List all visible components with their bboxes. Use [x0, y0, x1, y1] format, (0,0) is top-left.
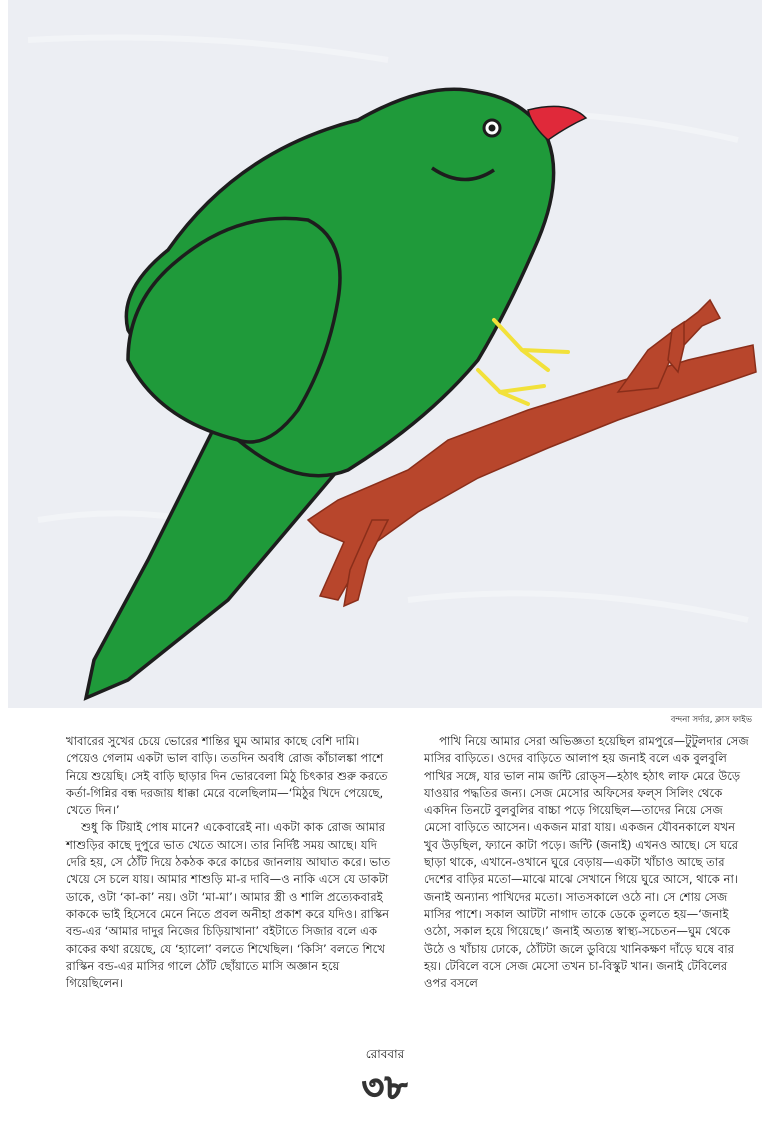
paragraph: খাবারের সুখের চেয়ে ভোরের শান্তির ঘুম আমার কাছে বেশি দামি। পেয়েও গেলাম একটা ভাল বাড়ি। ততদিন অবধি রোজ কাঁচালঙ্কা পাশে নিয়ে শুয়েছি। সেই বাড়ি ছাড়ার দিন ভোরবেলা মিঠু চিৎকার শুরু করতে কর্তা-গিন্নির বন্ধ দরজায় ধাক্কা মেরে বলেছিলাম—‘মিঠুর খিদে পেয়েছে, খেতে দিন।’	[66, 734, 388, 818]
parrot-pupil	[489, 125, 496, 132]
parrot-drawing	[8, 0, 762, 708]
magazine-name: রোববার	[365, 1047, 405, 1061]
paragraph: পাখি নিয়ে আমার সেরা অভিজ্ঞতা হয়েছিল রামপুরে—টুটুলদার সেজ মাসির বাড়িতে। ওদের বাড়িতে আলাপ হয় জনাই বলে এক বুলবুলি পাখির সঙ্গে, যার ভাল নাম জন্টি রোড্স—হঠাৎ হঠাৎ লাফ মেরে উড়ে যাওয়ার পদ্ধতির জন্য। সেজ মেসোর অফিসের ফল্স সিলিং থেকে একদিন তিনটে বুলবুলির বাচ্চা পড়ে গিয়েছিল—তাদের নিয়ে সেজ মেসো বাড়িতে আসেন। একজন মারা যায়। একজন যৌবনকালে যখন খুব উড়ছিল, ফ্যানে কাটা পড়ে। জন্টি (জনাই) এখনও আছে। সে ঘরে ছাড়া থাকে, এখানে-ওখানে ঘুরে বেড়ায়—একটা খাঁচাও আছে তার দেশের বাড়ির মতো—মাঝে মাঝে সেখানে গিয়ে ঘুরে আসে, থাকে না। জনাই অন্যান্য পাখিদের মতো। সাতসকালে ওঠে না। সে শোয় সেজ মাসির পাশে। সকাল আটটা নাগাদ তাকে ডেকে তুলতে হয়—‘জনাই ওঠো, সকাল হয়ে গিয়েছে।’ জনাই অত্যন্ত স্বাস্থ্য-সচেতন—ঘুম থেকে উঠে ও খাঁচায় ঢোকে, ঠোঁটটা জলে ডুবিয়ে খানিকক্ষণ দাঁড়ে ঘষে বার হয়। টেবিলে বসে সেজ মেসো তখন চা-বিস্কুট খান। জনাই টেবিলের ওপর বসলে	[424, 734, 749, 991]
right-column	[424, 733, 752, 992]
parrot-artwork	[8, 0, 762, 708]
page-number: ৩৮	[361, 1068, 409, 1108]
paragraph: শুধু কি টিয়াই পোষ মানে? একেবারেই না। একটা কাক রোজ আমার শাশুড়ির কাছে দুপুরে ভাত খেতে আসে। তার নির্দিষ্ট সময় আছে। যদি দেরি হয়, সে ঠোঁট দিয়ে ঠকঠক করে কাচের জানলায় আঘাত করে। ভাত খেয়ে সে চলে যায়। আমার শাশুড়ি মা-র দাবি—ও নাকি এসে যে ডাকটা ডাকে, ওটা ‘কা-কা’ নয়। ওটা ‘মা-মা’। আমার স্ত্রী ও শালি প্রত্যেকবারই কাককে ভাই হিসেবে মেনে নিতে প্রবল অনীহা প্রকাশ করে যদিও। রাস্কিন বন্ড-এর ‘আমার দাদুর নিজের চিড়িয়াখানা’ বইটাতে সিজার বলে এক কাকের কথা রয়েছে, যে ‘হ্যালো’ বলতে শিখেছিল। ‘কিসি’ বলতে শিখে রাস্কিন বন্ড-এর মাসির গালে ঠোঁট ছোঁয়াতে মাসি অজ্ঞান হয়ে গিয়েছিলেন।	[66, 820, 391, 991]
article-body	[66, 733, 752, 992]
artwork-caption: বন্দনা সর্দার, ক্লাস ফাইভ	[670, 715, 752, 725]
left-column	[66, 733, 394, 992]
